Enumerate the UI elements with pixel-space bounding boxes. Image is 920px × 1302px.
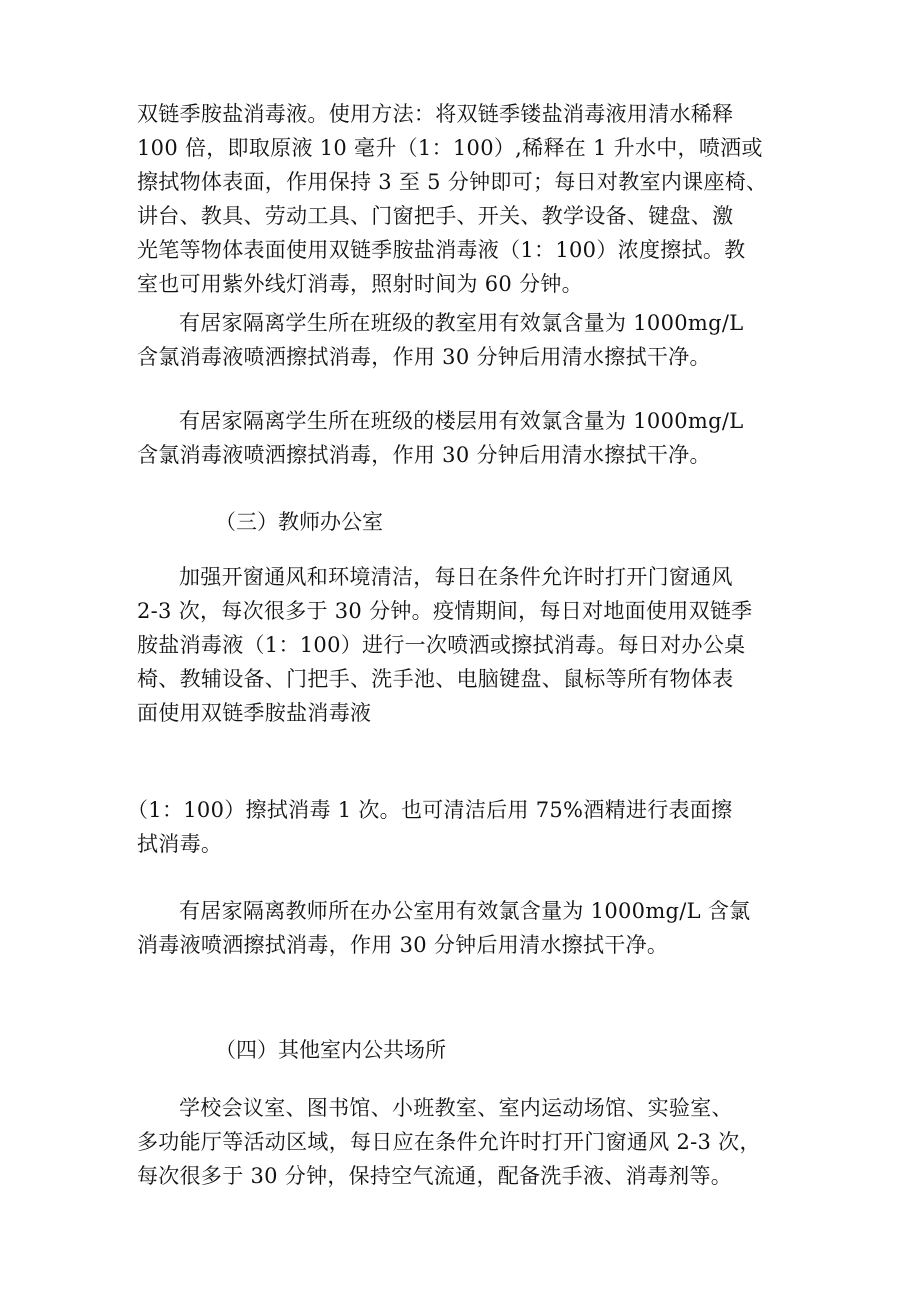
section-heading-other-public-places: （四）其他室内公共场所: [215, 1038, 446, 1062]
text-line: 含氯消毒液喷洒擦拭消毒，作用 30 分钟后用清水擦拭干净。: [137, 443, 711, 467]
text-line: （1：100）擦拭消毒 1 次。也可清洁后用 75%酒精进行表面擦: [127, 798, 733, 822]
text-line: 100 倍，即取原液 10 毫升（1：100）,稀释在 1 升水中，喷洒或: [137, 136, 763, 160]
text-line: 有居家隔离学生所在班级的教室用有效氯含量为 1000mg/L: [179, 311, 744, 335]
paragraph-isolated-student-floor: [137, 404, 797, 472]
text-line: 室也可用紫外线灯消毒，照射时间为 60 分钟。: [137, 272, 583, 296]
paragraph-isolated-teacher-office: [137, 894, 797, 962]
paragraph-disinfection-method: [137, 97, 797, 301]
paragraph-isolated-student-classroom: [137, 306, 797, 374]
paragraph-public-places-ventilation: [137, 1091, 797, 1193]
text-line: 含氯消毒液喷洒擦拭消毒，作用 30 分钟后用清水擦拭干净。: [137, 345, 711, 369]
text-line: 双链季胺盐消毒液。使用方法：将双链季镂盐消毒液用清水稀释: [137, 102, 734, 126]
paragraph-teacher-office-wipe: [127, 793, 787, 861]
text-line: 有居家隔离学生所在班级的楼层用有效氯含量为 1000mg/L: [179, 409, 744, 433]
text-line: 胺盐消毒液（1：100）进行一次喷洒或擦拭消毒。每日对办公桌: [137, 633, 746, 657]
paragraph-teacher-office-ventilation: [137, 560, 797, 730]
text-line: 学校会议室、图书馆、小班教室、室内运动场馆、实验室、: [179, 1096, 733, 1120]
text-line: 拭消毒。: [137, 832, 223, 856]
text-line: 光笔等物体表面使用双链季胺盐消毒液（1：100）浓度擦拭。教: [137, 238, 746, 262]
text-line: 椅、教辅设备、门把手、洗手池、电脑键盘、鼠标等所有物体表: [137, 667, 734, 691]
text-line: 每次很多于 30 分钟，保持空气流通，配备洗手液、消毒剂等。: [137, 1164, 733, 1188]
text-line: 2-3 次，每次很多于 30 分钟。疫情期间，每日对地面使用双链季: [137, 599, 753, 623]
text-line: 加强开窗通风和环境清洁，每日在条件允许时打开门窗通风: [179, 565, 733, 589]
section-heading-teacher-office: （三）教师办公室: [215, 510, 383, 534]
text-line: 面使用双链季胺盐消毒液: [137, 701, 372, 725]
text-line: 多功能厅等活动区域，每日应在条件允许时打开门窗通风 2-3 次，: [137, 1130, 761, 1154]
text-line: 消毒液喷洒擦拭消毒，作用 30 分钟后用清水擦拭干净。: [137, 933, 669, 957]
text-line: 有居家隔离教师所在办公室用有效氯含量为 1000mg/L 含氯: [179, 899, 751, 923]
text-line: 讲台、教具、劳动工具、门窗把手、开关、教学设备、键盘、激: [137, 204, 734, 228]
text-line: 擦拭物体表面，作用保持 3 至 5 分钟即可；每日对教室内课座椅、: [137, 170, 768, 194]
